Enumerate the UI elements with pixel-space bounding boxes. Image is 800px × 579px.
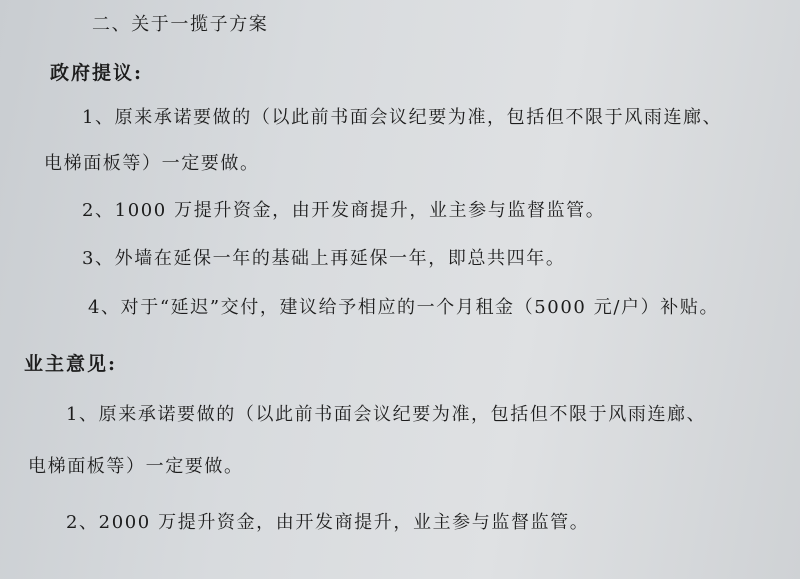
government-item-3: 3、外墙在延保一年的基础上再延保一年，即总共四年。 — [82, 248, 566, 269]
government-item-1-continued: 电梯面板等）一定要做。 — [44, 153, 260, 174]
owners-opinion-heading: 业主意见: — [24, 353, 118, 375]
government-item-4: 4、对于“延迟”交付，建议给予相应的一个月租金（5000 元/户）补贴。 — [88, 297, 720, 318]
government-item-1: 1、原来承诺要做的（以此前书面会议纪要为准，包括但不限于风雨连廊、 — [82, 107, 723, 128]
owners-item-1-continued: 电梯面板等）一定要做。 — [28, 456, 244, 477]
owners-item-2: 2、2000 万提升资金，由开发商提升，业主参与监督监管。 — [66, 512, 590, 533]
owners-item-1: 1、原来承诺要做的（以此前书面会议纪要为准，包括但不限于风雨连廊、 — [66, 404, 707, 425]
government-proposal-heading: 政府提议: — [50, 62, 144, 84]
section-title: 二、关于一揽子方案 — [92, 14, 269, 35]
government-item-2: 2、1000 万提升资金，由开发商提升，业主参与监督监管。 — [82, 200, 606, 221]
